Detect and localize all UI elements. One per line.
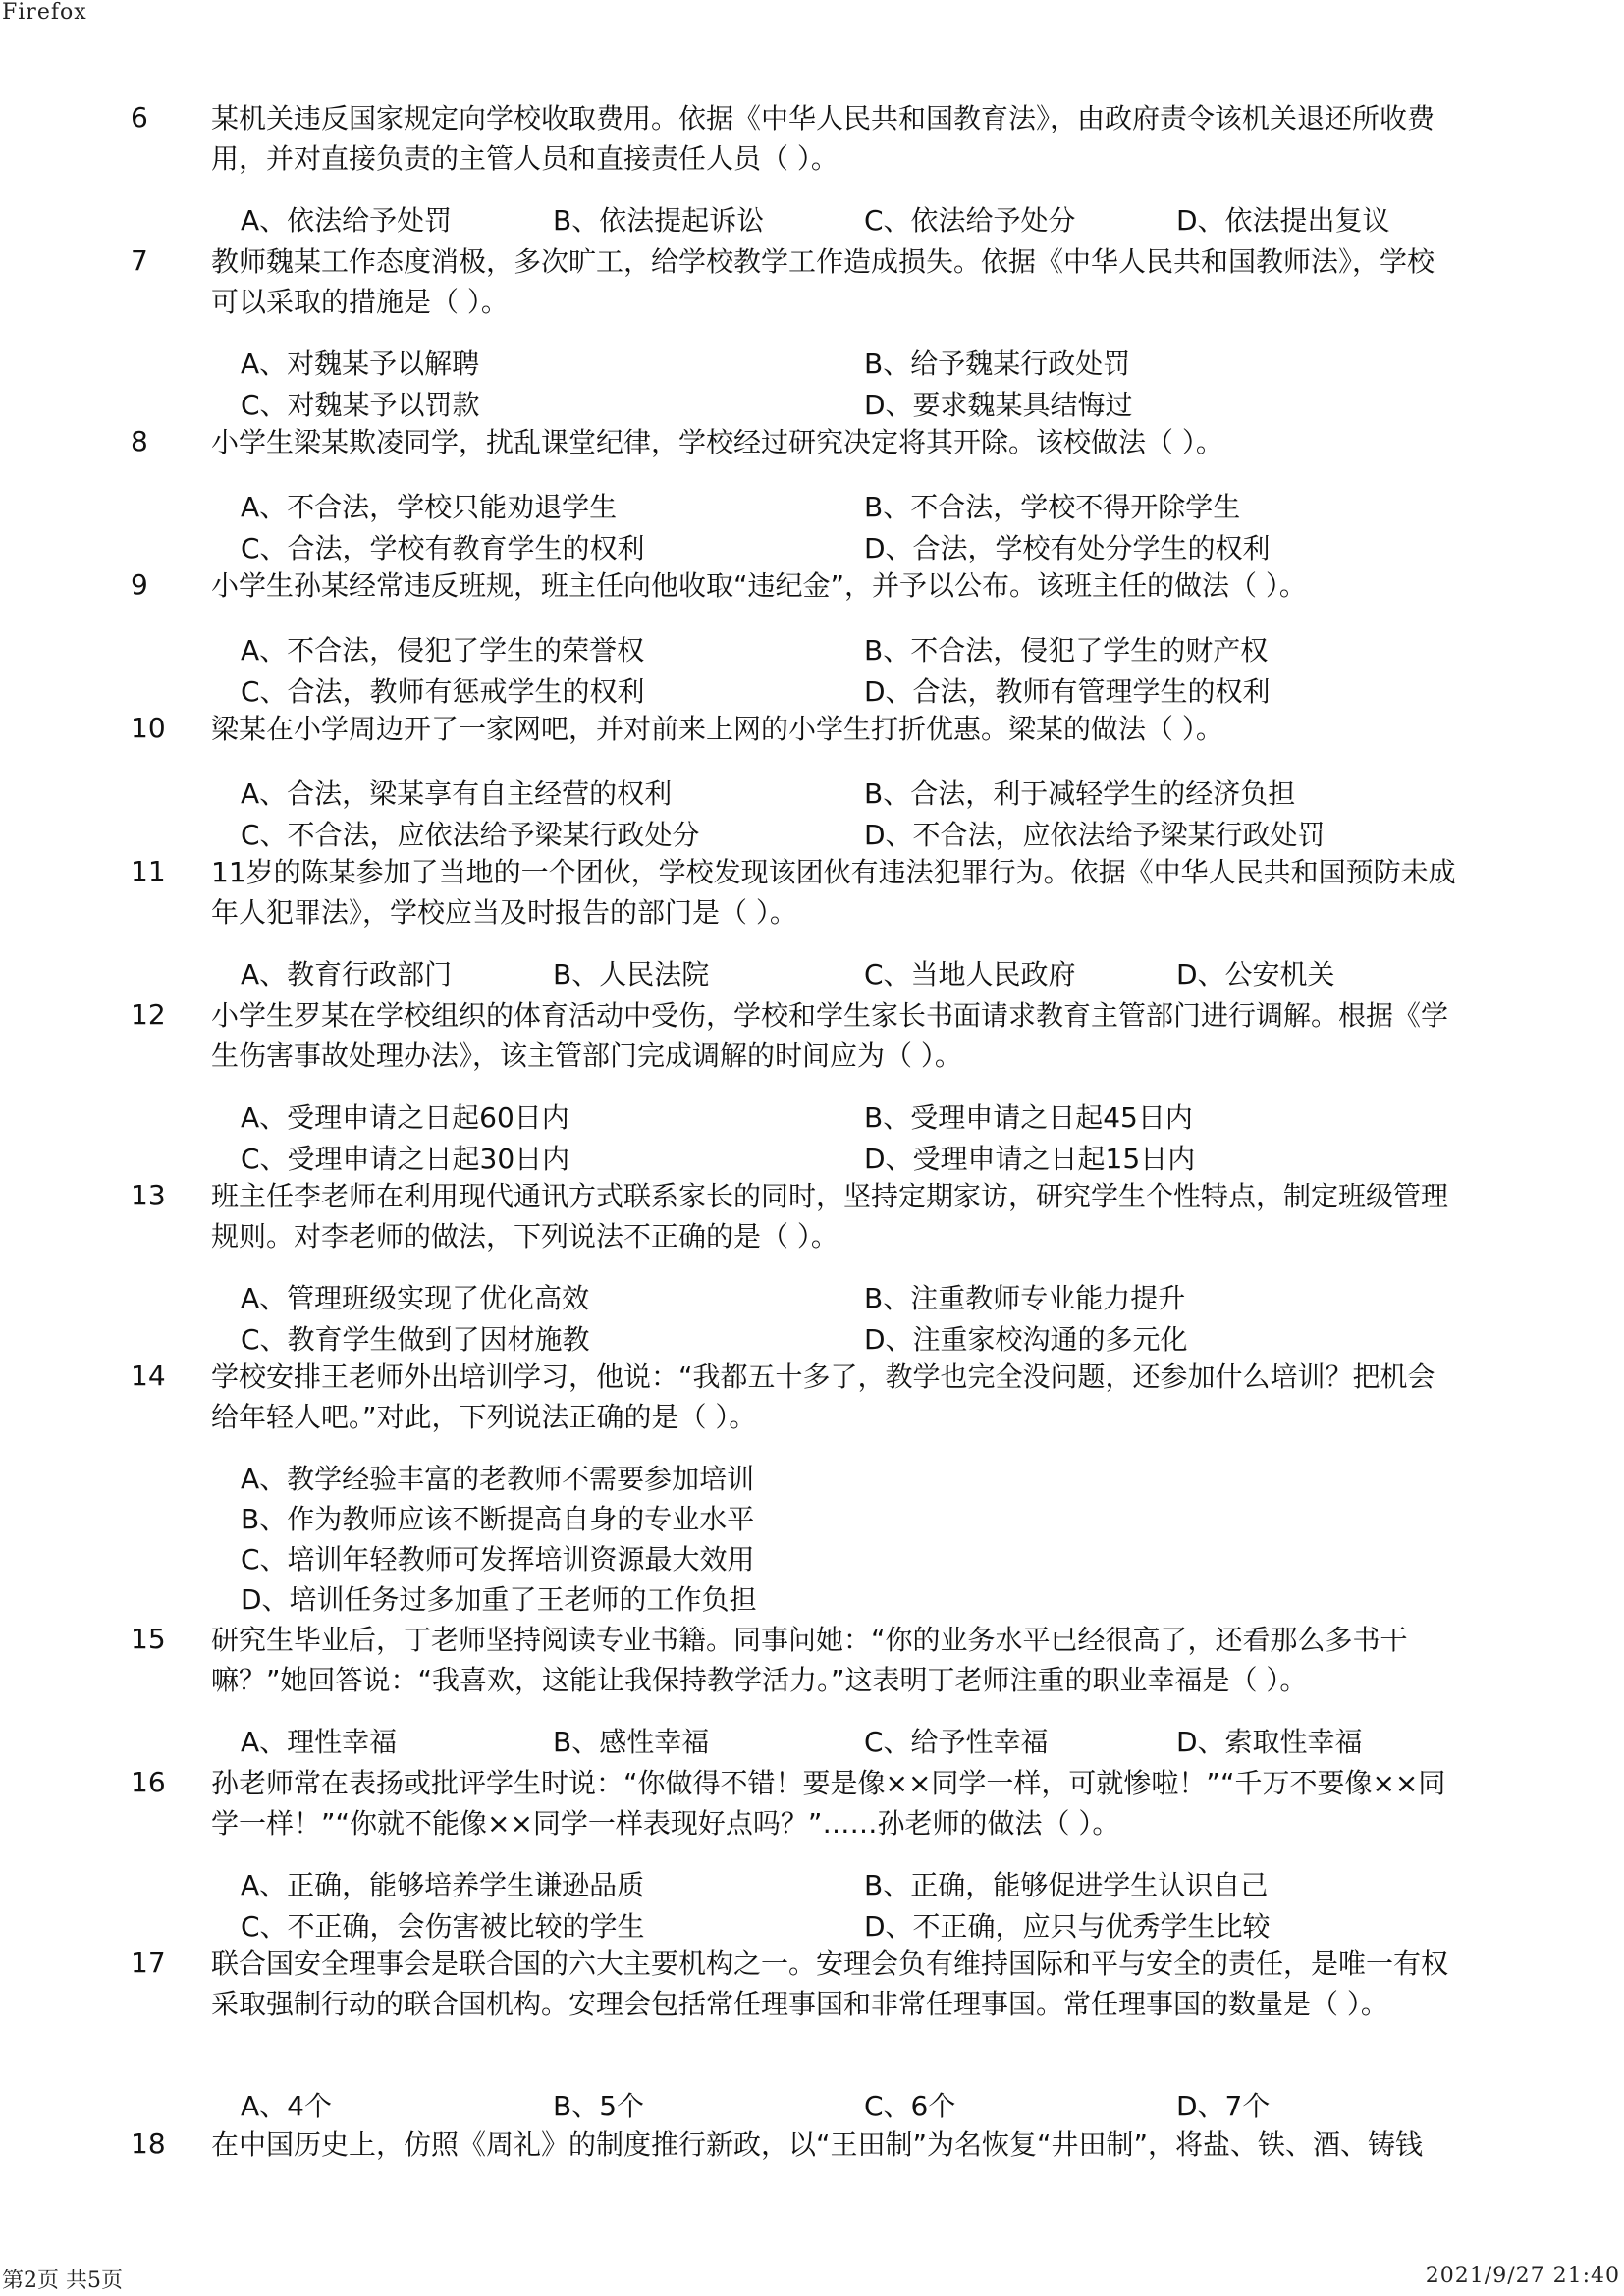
answer-option: A、理性幸福 — [241, 1726, 398, 1758]
answer-option: B、5个 — [553, 2090, 645, 2122]
question-stem: 联合国安全理事会是联合国的六大主要机构之一。安理会负有维持国际和平与安全的责任，是唯一有权采取强制行动的联合国机构。安理会包括常任理事国和非常任理事国。常任理事国的数量是（ ）。 — [211, 1948, 1449, 2020]
question-number: 12 — [131, 998, 166, 1031]
answer-option: B、给予魏某行政处罚 — [864, 347, 1131, 380]
answer-option: C、当地人民政府 — [864, 958, 1076, 990]
answer-option: C、6个 — [864, 2090, 956, 2122]
answer-option: A、教学经验丰富的老教师不需要参加培训 — [241, 1463, 755, 1495]
answer-option: D、不正确，应只与优秀学生比较 — [864, 1910, 1271, 1943]
answer-option: B、正确，能够促进学生认识自己 — [864, 1869, 1269, 1901]
question-number: 10 — [131, 712, 166, 744]
answer-option: B、依法提起诉讼 — [553, 204, 765, 237]
question-stem: 学校安排王老师外出培训学习，他说：“我都五十多了，教学也完全没问题，还参加什么培训？把机会给年轻人吧。”对此，下列说法正确的是（ ）。 — [211, 1361, 1435, 1433]
question-number: 7 — [131, 244, 148, 277]
page-indicator: 第2页 共5页 — [2, 2269, 123, 2293]
answer-option: D、索取性幸福 — [1176, 1726, 1363, 1758]
answer-option: C、不合法，应依法给予梁某行政处分 — [241, 819, 700, 851]
answer-option: D、不合法，应依法给予梁某行政处罚 — [864, 819, 1326, 851]
answer-option: D、培训任务过多加重了王老师的工作负担 — [241, 1583, 757, 1616]
question-number: 18 — [131, 2127, 166, 2160]
answer-option: A、教育行政部门 — [241, 958, 453, 990]
answer-option: B、不合法，侵犯了学生的财产权 — [864, 634, 1269, 667]
answer-option: A、受理申请之日起60日内 — [241, 1101, 569, 1134]
question-number: 8 — [131, 425, 148, 457]
answer-option: B、注重教师专业能力提升 — [864, 1282, 1186, 1314]
answer-option: A、管理班级实现了优化高效 — [241, 1282, 590, 1314]
answer-option: C、给予性幸福 — [864, 1726, 1049, 1758]
print-datetime: 2021/9/27 21:40 — [1425, 2264, 1620, 2288]
answer-option: C、依法给予处分 — [864, 204, 1076, 237]
answer-option: A、不合法，学校只能劝退学生 — [241, 491, 618, 523]
question-number: 15 — [131, 1623, 166, 1655]
answer-option: D、注重家校沟通的多元化 — [864, 1323, 1188, 1356]
answer-option: A、合法，梁某享有自主经营的权利 — [241, 777, 673, 810]
answer-option: B、受理申请之日起45日内 — [864, 1101, 1193, 1134]
question-number: 17 — [131, 1947, 166, 1979]
answer-option: C、不正确，会伤害被比较的学生 — [241, 1910, 645, 1943]
answer-option: A、依法给予处罚 — [241, 204, 453, 237]
answer-option: A、4个 — [241, 2090, 332, 2122]
question-stem: 小学生孙某经常违反班规，班主任向他收取“违纪金”，并予以公布。该班主任的做法（ ）。 — [211, 569, 1307, 602]
answer-option: B、作为教师应该不断提高自身的专业水平 — [241, 1503, 755, 1535]
answer-option: D、合法，教师有管理学生的权利 — [864, 675, 1271, 708]
answer-option: D、公安机关 — [1176, 958, 1335, 990]
question-stem: 某机关违反国家规定向学校收取费用。依据《中华人民共和国教育法》，由政府责令该机关退还所收费用，并对直接负责的主管人员和直接责任人员（ ）。 — [211, 102, 1435, 175]
answer-option: A、不合法，侵犯了学生的荣誉权 — [241, 634, 645, 667]
answer-option: D、要求魏某具结悔过 — [864, 389, 1133, 421]
question-number: 13 — [131, 1179, 166, 1211]
answer-option: D、依法提出复议 — [1176, 204, 1390, 237]
answer-option: A、正确，能够培养学生谦逊品质 — [241, 1869, 645, 1901]
answer-option: D、合法，学校有处分学生的权利 — [864, 532, 1271, 564]
question-stem: 班主任李老师在利用现代通讯方式联系家长的同时，坚持定期家访，研究学生个性特点，制定班级管理规则。对李老师的做法，下列说法不正确的是（ ）。 — [211, 1180, 1449, 1253]
answer-option: C、合法，学校有教育学生的权利 — [241, 532, 645, 564]
question-number: 9 — [131, 568, 148, 601]
answer-option: C、合法，教师有惩戒学生的权利 — [241, 675, 645, 708]
browser-title: Firefox — [2, 0, 87, 25]
question-number: 16 — [131, 1766, 166, 1798]
question-stem: 在中国历史上，仿照《周礼》的制度推行新政，以“王田制”为名恢复“井田制”，将盐、铁、酒、铸钱 — [211, 2128, 1424, 2161]
question-stem: 梁某在小学周边开了一家网吧，并对前来上网的小学生打折优惠。梁某的做法（ ）。 — [211, 713, 1223, 745]
answer-option: C、教育学生做到了因材施教 — [241, 1323, 590, 1356]
question-stem: 研究生毕业后，丁老师坚持阅读专业书籍。同事问她：“你的业务水平已经很高了，还看那么多书干嘛？”她回答说：“我喜欢，这能让我保持教学活力。”这表明丁老师注重的职业幸福是（ ）。 — [211, 1624, 1408, 1696]
answer-option: B、感性幸福 — [553, 1726, 710, 1758]
answer-option: B、合法，利于减轻学生的经济负担 — [864, 777, 1296, 810]
answer-option: C、受理申请之日起30日内 — [241, 1143, 570, 1175]
answer-option: B、人民法院 — [553, 958, 710, 990]
question-stem: 教师魏某工作态度消极，多次旷工，给学校教学工作造成损失。依据《中华人民共和国教师法》，学校可以采取的措施是（ ）。 — [211, 245, 1435, 318]
answer-option: B、不合法，学校不得开除学生 — [864, 491, 1241, 523]
answer-option: C、培训年轻教师可发挥培训资源最大效用 — [241, 1543, 755, 1575]
question-stem: 小学生梁某欺凌同学，扰乱课堂纪律，学校经过研究决定将其开除。该校做法（ ）。 — [211, 426, 1223, 458]
question-number: 11 — [131, 855, 166, 887]
answer-option: A、对魏某予以解聘 — [241, 347, 480, 380]
answer-option: D、受理申请之日起15日内 — [864, 1143, 1196, 1175]
question-stem: 小学生罗某在学校组织的体育活动中受伤，学校和学生家长书面请求教育主管部门进行调解。根据《学生伤害事故处理办法》，该主管部门完成调解的时间应为（ ）。 — [211, 999, 1449, 1072]
answer-option: D、7个 — [1176, 2090, 1271, 2122]
question-stem: 11岁的陈某参加了当地的一个团伙，学校发现该团伙有违法犯罪行为。依据《中华人民共和国预防未成年人犯罪法》，学校应当及时报告的部门是（ ）。 — [211, 856, 1456, 929]
question-stem: 孙老师常在表扬或批评学生时说：“你做得不错！要是像××同学一样，可就惨啦！”“千万不要像××同学一样！”“你就不能像××同学一样表现好点吗？”……孙老师的做法（ ）。 — [211, 1767, 1446, 1840]
question-number: 14 — [131, 1360, 166, 1392]
question-number: 6 — [131, 101, 148, 133]
answer-option: C、对魏某予以罚款 — [241, 389, 480, 421]
